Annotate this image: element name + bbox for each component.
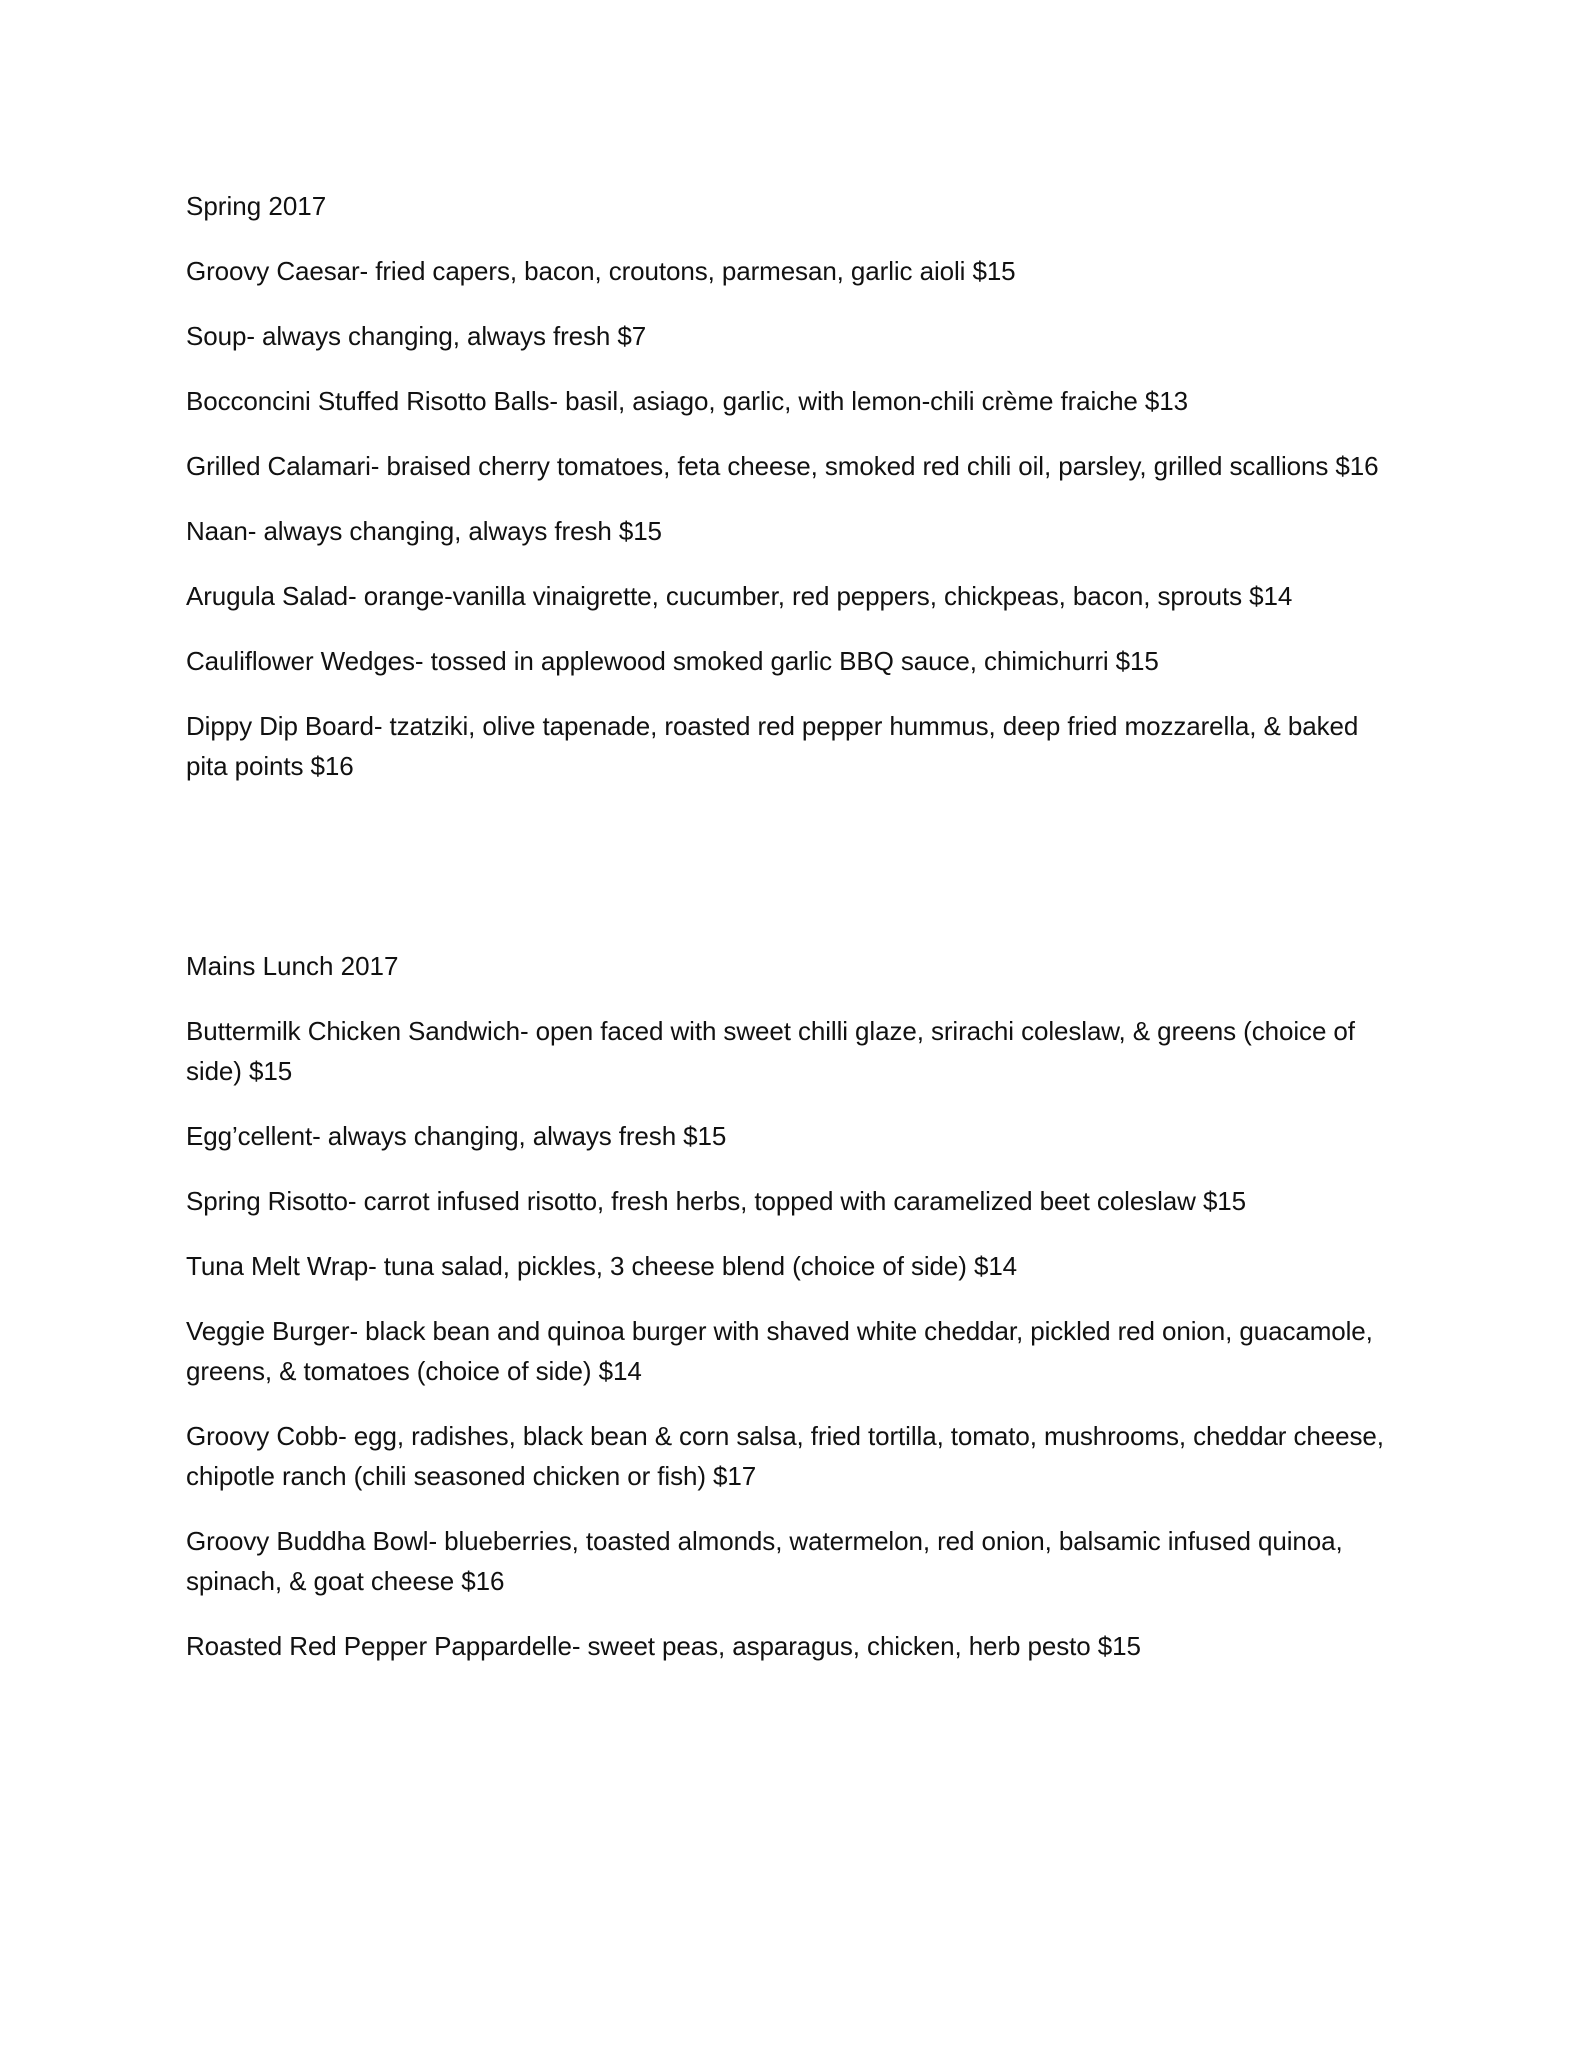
menu-item: Tuna Melt Wrap- tuna salad, pickles, 3 cheese blend (choice of side) $14 [186,1251,1018,1281]
menu-item: Naan- always changing, always fresh $15 [186,516,662,546]
menu-item: Arugula Salad- orange-vanilla vinaigrette, cucumber, red peppers, chickpeas, bacon, sprouts $14 [186,581,1293,611]
menu-item: Soup- always changing, always fresh $7 [186,321,647,351]
menu-item: Veggie Burger- black bean and quinoa burger with shaved white cheddar, pickled red onion, guacamole, greens, & tomatoes (choice of side) $14 [186,1316,1373,1386]
section-heading-spring-2017: Spring 2017 [186,191,327,221]
spring-appetizers-section [186,186,1406,811]
section-heading-mains-lunch-2017: Mains Lunch 2017 [186,951,399,981]
menu-item: Bocconcini Stuffed Risotto Balls- basil, asiago, garlic, with lemon-chili crème fraiche $13 [186,386,1188,416]
menu-item: Buttermilk Chicken Sandwich- open faced with sweet chilli glaze, srirachi coleslaw, & greens (choice of side) $15 [186,1016,1355,1086]
mains-lunch-section [186,946,1406,1691]
menu-item: Grilled Calamari- braised cherry tomatoes, feta cheese, smoked red chili oil, parsley, grilled scallions $16 [186,451,1379,481]
menu-item: Roasted Red Pepper Pappardelle- sweet peas, asparagus, chicken, herb pesto $15 [186,1631,1141,1661]
menu-item: Dippy Dip Board- tzatziki, olive tapenade, roasted red pepper hummus, deep fried mozzarella, & baked pita points $16 [186,711,1359,781]
menu-item: Groovy Cobb- egg, radishes, black bean & corn salsa, fried tortilla, tomato, mushrooms, cheddar cheese, chipotle ranch (chili seasoned chicken or fish) $17 [186,1421,1384,1491]
menu-item: Groovy Buddha Bowl- blueberries, toasted almonds, watermelon, red onion, balsamic infused quinoa, spinach, & goat cheese $16 [186,1526,1343,1596]
menu-item: Groovy Caesar- fried capers, bacon, croutons, parmesan, garlic aioli $15 [186,256,1016,286]
menu-item: Spring Risotto- carrot infused risotto, fresh herbs, topped with caramelized beet coleslaw $15 [186,1186,1247,1216]
menu-item: Egg’cellent- always changing, always fresh $15 [186,1121,727,1151]
menu-item: Cauliflower Wedges- tossed in applewood smoked garlic BBQ sauce, chimichurri $15 [186,646,1159,676]
